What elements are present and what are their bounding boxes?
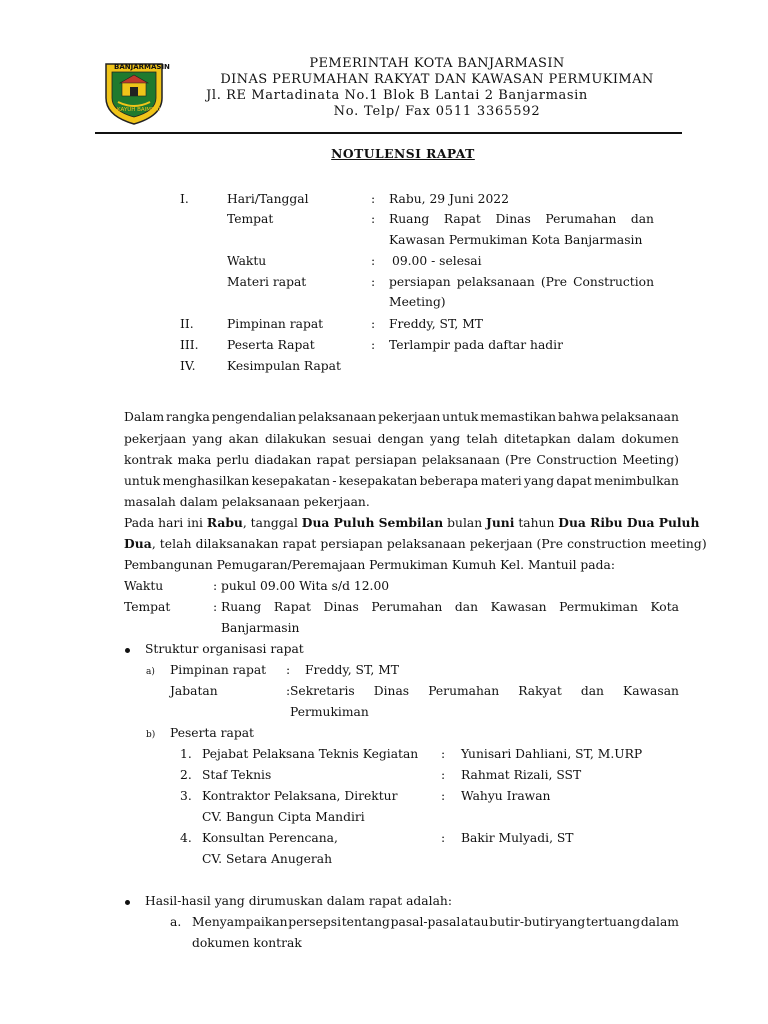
peserta-sep: : [441,789,446,803]
letterhead-line1: PEMERINTAH KOTA BANJARMASIN [309,56,565,71]
schedule-tempat-line1: Ruang Rapat Dinas Perumahan dan Kawasan Permukiman Kota [221,600,679,614]
letterhead-line3: Jl. RE Martadinata No.1 Blok B Lantai 2 Banjarmasin [206,88,588,103]
peserta-num: 2. [180,768,192,782]
paragraph1-line4: untuk menghasilkan kesepakatan - kesepakatan beberapa materi yang dapat menimbulkan [124,474,679,488]
struktur-pimpinan-label: Pimpinan rapat [170,663,267,677]
struktur-jabatan-line2: Permukiman [290,705,369,719]
schedule-tempat-line2: Banjarmasin [221,621,300,635]
peserta-role: Kontraktor Pelaksana, Direktur [202,789,398,803]
info-num-i: I. [180,192,189,206]
paragraph2-line1: Pada hari ini Rabu, tanggal Dua Puluh Sembilan bulan Juni tahun Dua Ribu Dua Puluh [124,515,700,530]
peserta-sep: : [441,831,446,845]
peserta-role-line2: CV. Bangun Cipta Mandiri [202,810,365,824]
struktur-jabatan-label: Jabatan [170,684,218,698]
info-label-kesimpulan: Kesimpulan Rapat [227,359,341,373]
peserta-name: Wahyu Irawan [461,789,551,803]
info-sep-pimpinan: : [371,317,376,331]
logo-bottom-text: KAYUH BAIMBAI [117,107,161,113]
letterhead-rule [95,132,682,134]
info-label-materi: Materi rapat [227,275,307,289]
peserta-name: Rahmat Rizali, SST [461,768,582,782]
hasil-a-marker: a. [170,915,182,929]
info-value-materi-line1: persiapan pelaksanaan (Pre Construction [389,275,654,289]
paragraph2-line3: Pembangunan Pemugaran/Peremajaan Permukiman Kumuh Kel. Mantuil pada: [124,558,615,572]
struktur-heading: Struktur organisasi rapat [145,642,304,656]
peserta-role: Konsultan Perencana, [202,831,338,845]
info-num-iv: IV. [180,359,196,373]
peserta-role: Pejabat Pelaksana Teknis Kegiatan [202,747,419,761]
bullet-hasil [125,900,130,905]
paragraph2-line2: Dua, telah dilaksanakan rapat persiapan pelaksanaan pekerjaan (Pre construction meeting) [124,536,707,551]
schedule-tempat-label: Tempat [124,600,171,614]
struktur-pimpinan-sep: : [286,663,291,677]
info-sep-waktu: : [371,254,376,268]
paragraph1-line1: Dalam rangka pengendalian pelaksanaan pekerjaan untuk memastikan bahwa pelaksanaan [124,410,679,424]
bullet-struktur [125,648,130,653]
peserta-num: 3. [180,789,192,803]
schedule-waktu-value: pukul 09.00 Wita s/d 12.00 [221,579,390,593]
info-sep-peserta: : [371,338,376,352]
letterhead-line4: No. Telp/ Fax 0511 3365592 [333,104,541,119]
schedule-tempat-sep: : [213,600,218,614]
paragraph1-line5: masalah dalam pelaksanaan pekerjaan. [124,495,370,509]
struktur-jabatan-line1: Sekretaris Dinas Perumahan Rakyat dan Kawasan [290,684,679,698]
info-num-ii: II. [180,317,194,331]
peserta-role: Staf Teknis [202,768,272,782]
info-value-pimpinan: Freddy, ST, MT [389,317,483,331]
struktur-pimpinan-value: Freddy, ST, MT [305,663,399,677]
paragraph1-line2: pekerjaan yang akan dilakukan sesuai dengan yang telah ditetapkan dalam dokumen [124,432,679,446]
peserta-sep: : [441,768,446,782]
peserta-name: Bakir Mulyadi, ST [461,831,574,845]
info-value-waktu: 09.00 - selesai [392,254,482,268]
info-value-hari: Rabu, 29 Juni 2022 [389,192,509,206]
info-label-waktu: Waktu [227,254,267,268]
page-title: NOTULENSI RAPAT [331,146,475,161]
peserta-num: 1. [180,747,192,761]
peserta-role-line2: CV. Setara Anugerah [202,852,333,866]
schedule-waktu-label: Waktu [124,579,164,593]
info-label-peserta: Peserta Rapat [227,338,315,352]
peserta-num: 4. [180,831,192,845]
paragraph1-line3: kontrak maka perlu diadakan rapat persiapan pelaksanaan (Pre Construction Meeting) [124,453,679,467]
info-sep-tempat: : [371,212,376,226]
info-sep-hari: : [371,192,376,206]
info-value-peserta: Terlampir pada daftar hadir [389,338,563,352]
struktur-peserta-label: Peserta rapat [170,726,255,740]
struktur-jabatan-sep: : [286,684,291,698]
peserta-name: Yunisari Dahliani, ST, M.URP [461,747,643,761]
logo-top-text: BANJARMASIN [114,63,170,71]
info-sep-materi: : [371,275,376,289]
hasil-a-line2: dokumen kontrak [192,936,302,950]
info-label-tempat: Tempat [227,212,274,226]
info-label-pimpinan: Pimpinan rapat [227,317,324,331]
hasil-heading: Hasil-hasil yang dirumuskan dalam rapat adalah: [145,894,452,908]
peserta-sep: : [441,747,446,761]
hasil-a-line1: Menyampaikan persepsi tentang pasal-pasal atau butir-butir yang tertuang dalam [192,915,679,929]
info-value-tempat-line2: Kawasan Permukiman Kota Banjarmasin [389,233,643,247]
struktur-b-marker: b) [146,730,156,740]
info-label-hari: Hari/Tanggal [227,192,309,206]
info-value-tempat-line1: Ruang Rapat Dinas Perumahan dan [389,212,654,226]
info-num-iii: III. [180,338,199,352]
letterhead-line2: DINAS PERUMAHAN RAKYAT DAN KAWASAN PERMUKIMAN [220,72,654,87]
struktur-a-marker: a) [146,667,155,677]
schedule-waktu-sep: : [213,579,218,593]
info-value-materi-line2: Meeting) [389,295,446,309]
